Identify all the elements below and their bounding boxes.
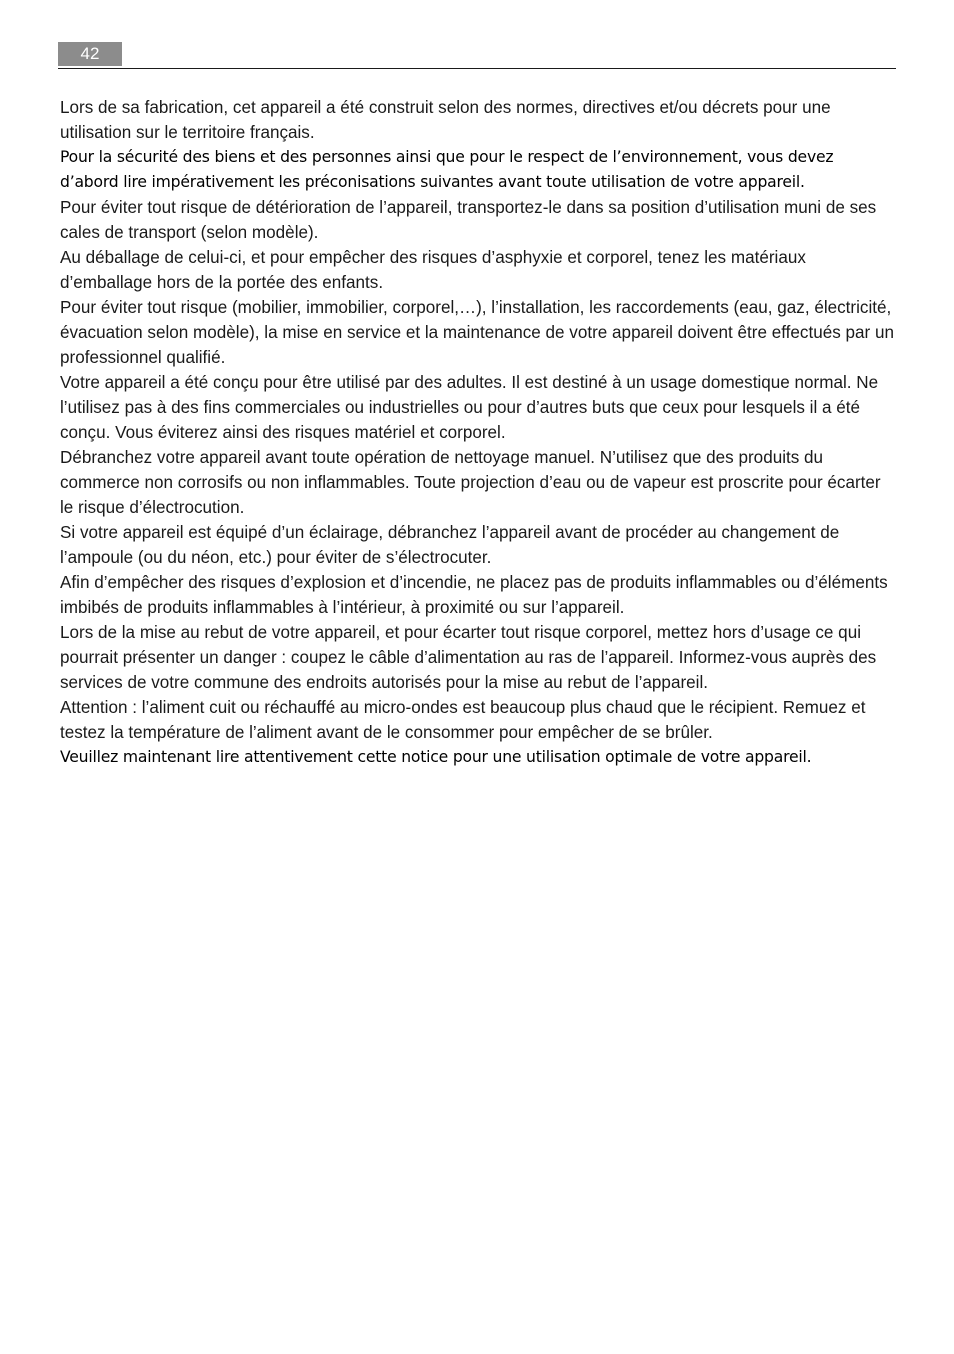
paragraph-cleaning: Débranchez votre appareil avant toute opération de nettoyage manuel. N’utilisez que des produits du commerce non corrosifs ou non inflammables. Toute projection d’eau ou de vapeur est proscrite pour écarter le risque d’électrocution. xyxy=(60,448,881,517)
paragraph-intended-use: Votre appareil a été conçu pour être utilisé par des adultes. Il est destiné à un usage domestique normal. Ne l’utilisez pas à des fins commerciales ou industrielles ou pour d’autres buts que ceux pour lesquels il a été conçu. Vous éviterez ainsi des risques matériel et corporel. xyxy=(60,373,879,442)
paragraph-flammables: Afin d’empêcher des risques d’explosion et d’incendie, ne placez pas de produits inflammables ou d’éléments imbibés de produits inflammables à l’intérieur, à proximité ou sur l’appareil. xyxy=(60,573,888,617)
paragraph-disposal: Lors de la mise au rebut de votre appareil, et pour écarter tout risque corporel, mettez hors d’usage ce qui pourrait présenter un danger : coupez le câble d’alimentation au ras de l’appareil. Informez-vous auprès des services de votre commune des endroits autorisés pour la mise au rebut de l’appareil. xyxy=(60,623,877,692)
paragraph-read-notice: Veuillez maintenant lire attentivement cette notice pour une utilisation optimale de votre appareil. xyxy=(60,748,812,766)
paragraph-read-instructions-warning: Pour la sécurité des biens et des personnes ainsi que pour le respect de l’environnement, vous devez d’abord lire impérativement les préconisations suivantes avant toute utilisation de votre appareil. xyxy=(60,148,834,191)
paragraph-transport: Pour éviter tout risque de détérioration de l’appareil, transportez-le dans sa position d’utilisation muni de ses cales de transport (selon modèle). xyxy=(60,198,877,242)
page-number: 42 xyxy=(58,42,122,66)
paragraph-manufacturing-standards: Lors de sa fabrication, cet appareil a été construit selon des normes, directives et/ou décrets pour une utilisation sur le territoire français. xyxy=(60,98,831,142)
header-rule xyxy=(58,68,896,69)
safety-instructions xyxy=(60,95,894,770)
paragraph-microwave-heat: Attention : l’aliment cuit ou réchauffé au micro-ondes est beaucoup plus chaud que le récipient. Remuez et testez la température de l’aliment avant de le consommer pour empêcher de se brûler. xyxy=(60,698,866,742)
paragraph-unpacking: Au déballage de celui-ci, et pour empêcher des risques d’asphyxie et corporel, tenez les matériaux d’emballage hors de la portée des enfants. xyxy=(60,248,806,292)
paragraph-installation: Pour éviter tout risque (mobilier, immobilier, corporel,…), l’installation, les raccordements (eau, gaz, électricité, évacuation selon modèle), la mise en service et la maintenance de votre appareil doivent être effectués par un professionnel qualifié. xyxy=(60,298,894,367)
paragraph-lighting: Si votre appareil est équipé d’un éclairage, débranchez l’appareil avant de procéder au changement de l’ampoule (ou du néon, etc.) pour éviter de s’électrocuter. xyxy=(60,523,840,567)
